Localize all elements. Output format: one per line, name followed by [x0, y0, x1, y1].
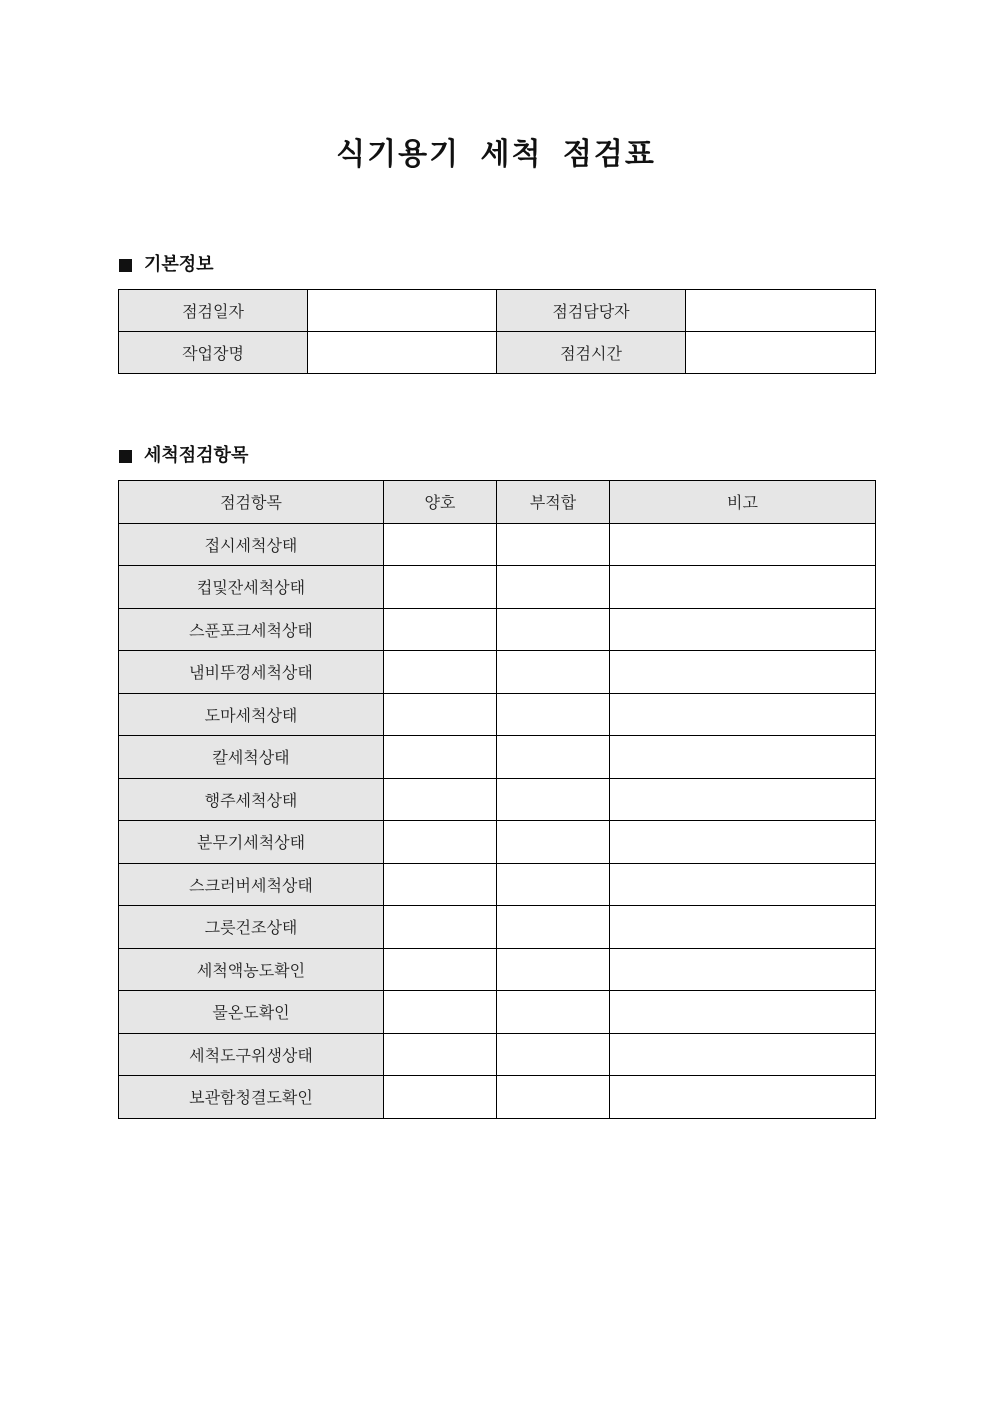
column-header-remarks: 비고 [610, 481, 876, 524]
checklist-row [119, 566, 876, 609]
info-value-field[interactable] [308, 290, 497, 332]
checklist-row [119, 1033, 876, 1076]
nonconforming-cell[interactable] [497, 821, 610, 864]
good-cell[interactable] [384, 523, 497, 566]
checklist-row [119, 523, 876, 566]
remarks-cell[interactable] [610, 651, 876, 694]
section-heading-label: 세척점검항목 [144, 445, 249, 466]
remarks-cell[interactable] [610, 1033, 876, 1076]
checklist-row [119, 693, 876, 736]
checklist-item-name: 냄비뚜껑세척상태 [119, 651, 384, 694]
checklist-item-name: 도마세척상태 [119, 693, 384, 736]
good-cell[interactable] [384, 778, 497, 821]
good-cell[interactable] [384, 693, 497, 736]
good-cell[interactable] [384, 608, 497, 651]
remarks-cell[interactable] [610, 608, 876, 651]
info-label: 점검담당자 [497, 290, 686, 332]
checklist-row [119, 948, 876, 991]
good-cell[interactable] [384, 991, 497, 1034]
checklist-item-name: 스크러버세척상태 [119, 863, 384, 906]
remarks-cell[interactable] [610, 736, 876, 779]
checklist-item-name: 물온도확인 [119, 991, 384, 1034]
good-cell[interactable] [384, 736, 497, 779]
checklist-item-name: 접시세척상태 [119, 523, 384, 566]
info-value-field[interactable] [308, 332, 497, 374]
checklist-item-name: 세척액농도확인 [119, 948, 384, 991]
checklist-item-name: 세척도구위생상태 [119, 1033, 384, 1076]
good-cell[interactable] [384, 566, 497, 609]
remarks-cell[interactable] [610, 821, 876, 864]
checklist-item-name: 보관함청결도확인 [119, 1076, 384, 1119]
checklist-item-name: 컵및잔세척상태 [119, 566, 384, 609]
checklist-item-name: 스푼포크세척상태 [119, 608, 384, 651]
nonconforming-cell[interactable] [497, 1076, 610, 1119]
remarks-cell[interactable] [610, 778, 876, 821]
nonconforming-cell[interactable] [497, 693, 610, 736]
column-header-good: 양호 [384, 481, 497, 524]
checklist-table [118, 480, 876, 1119]
info-label: 점검일자 [119, 290, 308, 332]
remarks-cell[interactable] [610, 1076, 876, 1119]
checklist-row [119, 863, 876, 906]
remarks-cell[interactable] [610, 991, 876, 1034]
good-cell[interactable] [384, 651, 497, 694]
good-cell[interactable] [384, 863, 497, 906]
nonconforming-cell[interactable] [497, 608, 610, 651]
checklist-row [119, 651, 876, 694]
square-bullet-icon [119, 450, 132, 463]
nonconforming-cell[interactable] [497, 1033, 610, 1076]
info-label: 작업장명 [119, 332, 308, 374]
checklist-item-name: 칼세척상태 [119, 736, 384, 779]
nonconforming-cell[interactable] [497, 906, 610, 949]
remarks-cell[interactable] [610, 693, 876, 736]
remarks-cell[interactable] [610, 523, 876, 566]
basic-info-table [118, 289, 876, 374]
section-heading-checklist [119, 444, 248, 468]
checklist-row [119, 991, 876, 1034]
checklist-row [119, 906, 876, 949]
info-label: 점검시간 [497, 332, 686, 374]
info-value-field[interactable] [686, 290, 876, 332]
remarks-cell[interactable] [610, 948, 876, 991]
good-cell[interactable] [384, 821, 497, 864]
square-bullet-icon [119, 259, 132, 272]
good-cell[interactable] [384, 1076, 497, 1119]
column-header-item: 점검항목 [119, 481, 384, 524]
good-cell[interactable] [384, 906, 497, 949]
nonconforming-cell[interactable] [497, 948, 610, 991]
checklist-row [119, 608, 876, 651]
checklist-row [119, 1076, 876, 1119]
checklist-row [119, 821, 876, 864]
section-heading-basic-info [119, 253, 214, 277]
remarks-cell[interactable] [610, 906, 876, 949]
column-header-nonconforming: 부적합 [497, 481, 610, 524]
checklist-row [119, 736, 876, 779]
nonconforming-cell[interactable] [497, 778, 610, 821]
info-row [119, 290, 876, 332]
checklist-item-name: 그릇건조상태 [119, 906, 384, 949]
nonconforming-cell[interactable] [497, 566, 610, 609]
checklist-header-row [119, 481, 876, 524]
section-heading-label: 기본정보 [144, 254, 214, 275]
good-cell[interactable] [384, 948, 497, 991]
nonconforming-cell[interactable] [497, 863, 610, 906]
nonconforming-cell[interactable] [497, 991, 610, 1034]
nonconforming-cell[interactable] [497, 651, 610, 694]
info-row [119, 332, 876, 374]
good-cell[interactable] [384, 1033, 497, 1076]
info-value-field[interactable] [686, 332, 876, 374]
remarks-cell[interactable] [610, 566, 876, 609]
nonconforming-cell[interactable] [497, 736, 610, 779]
checklist-row [119, 778, 876, 821]
document-title: 식기용기 세척 점검표 [336, 137, 656, 172]
checklist-item-name: 행주세척상태 [119, 778, 384, 821]
nonconforming-cell[interactable] [497, 523, 610, 566]
remarks-cell[interactable] [610, 863, 876, 906]
checklist-item-name: 분무기세척상태 [119, 821, 384, 864]
